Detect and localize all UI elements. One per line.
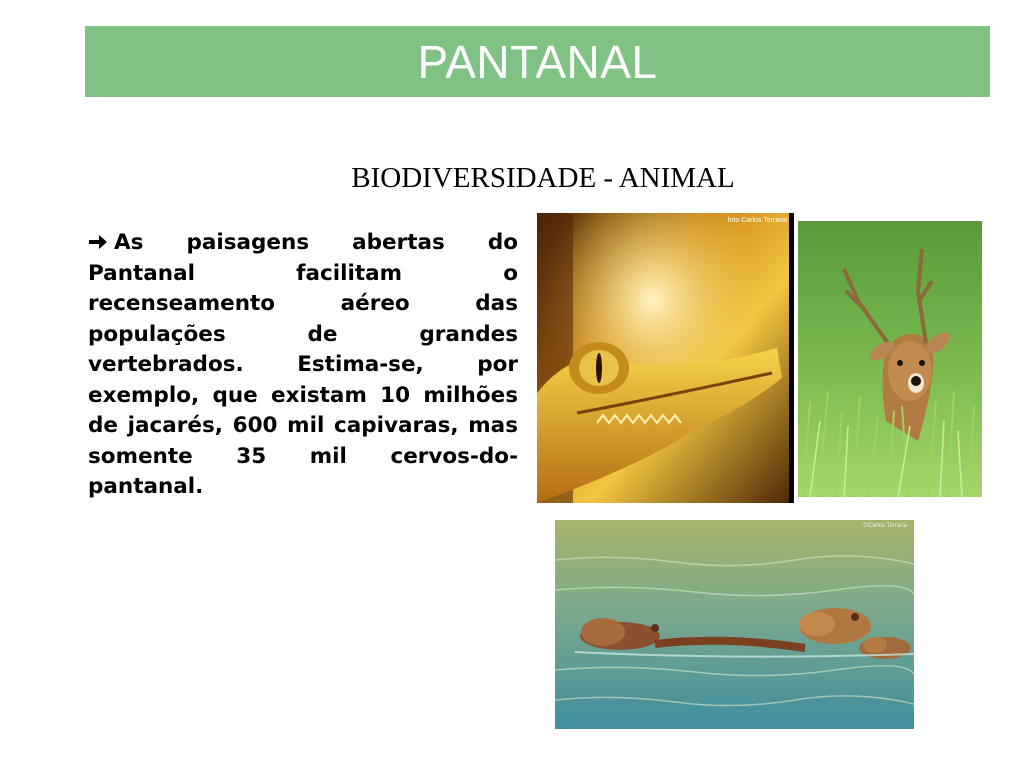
capybara-photo-credit: ©Carlos Terrana xyxy=(863,523,907,529)
body-paragraph xyxy=(88,228,518,503)
slide-subtitle: BIODIVERSIDADE - ANIMAL xyxy=(351,162,735,194)
alligator-photo xyxy=(537,213,794,503)
body-text: As paisagens abertas do Pantanal facilitam o recenseamento aéreo das populações de grandes vertebrados. Estima-se, por exemplo, que existam 10 milhões de jacarés, 600 mil capivaras, mas somente 35 mil cervos-do-pantanal. xyxy=(88,230,518,499)
deer-photo xyxy=(798,221,982,497)
alligator-photo-credit: foto Carlos Terrana xyxy=(727,217,787,224)
capybara-photo xyxy=(555,520,914,729)
slide-title: PANTANAL xyxy=(417,35,658,88)
title-bar xyxy=(85,26,990,97)
right-arrow-icon xyxy=(88,233,108,251)
